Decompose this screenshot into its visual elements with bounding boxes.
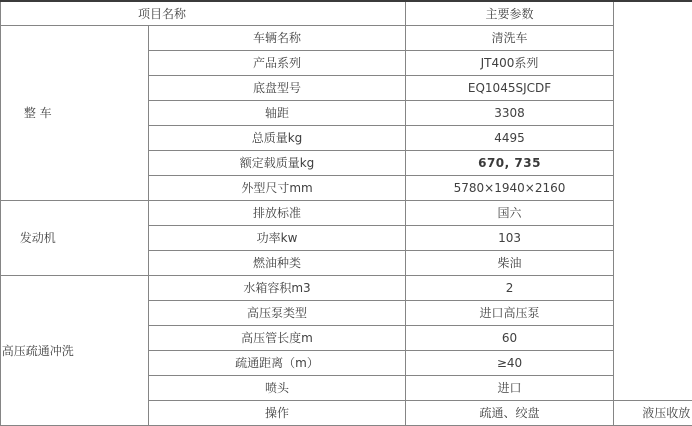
param-name-cell: 功率kw <box>149 225 406 250</box>
group-label-cell-highpressure <box>1 275 149 425</box>
param-value-cell: 2 <box>406 275 614 300</box>
param-name-cell: 高压泵类型 <box>149 300 406 325</box>
group-label: 发动机 <box>19 231 56 245</box>
param-name-cell: 高压管长度m <box>149 325 406 350</box>
param-value-cell: 疏通、绞盘 <box>406 400 614 425</box>
group-label-cell-vehicle <box>1 25 149 200</box>
table-header-row <box>1 1 692 25</box>
param-name-cell: 操作 <box>149 400 406 425</box>
param-value-cell: 进口高压泵 <box>406 300 614 325</box>
param-name-cell: 外型尺寸mm <box>149 175 406 200</box>
param-value-cell: 4495 <box>406 125 614 150</box>
param-name-cell: 水箱容积m3 <box>149 275 406 300</box>
param-name-cell: 排放标准 <box>149 200 406 225</box>
param-name-cell: 产品系列 <box>149 50 406 75</box>
group-label: 整 车 <box>23 106 52 120</box>
group-label: 高压疏通冲洗 <box>1 343 74 358</box>
table-row <box>1 275 692 300</box>
param-value-cell: 3308 <box>406 100 614 125</box>
table-row <box>1 25 692 50</box>
header-project-name: 项目名称 <box>1 1 406 25</box>
param-value-cell: 国六 <box>406 200 614 225</box>
header-main-params: 主要参数 <box>406 1 614 25</box>
param-name-cell: 底盘型号 <box>149 75 406 100</box>
param-value-cell: EQ1045SJCDF <box>406 75 614 100</box>
param-value-cell: 103 <box>406 225 614 250</box>
right-note-cell: 液压收放 <box>614 400 692 425</box>
param-value-cell: ≥40 <box>406 350 614 375</box>
empty-right-column-cell <box>614 1 692 400</box>
param-name-cell: 轴距 <box>149 100 406 125</box>
param-name-cell: 总质量kg <box>149 125 406 150</box>
param-value-cell: 进口 <box>406 375 614 400</box>
param-name-cell: 车辆名称 <box>149 25 406 50</box>
param-name-cell: 疏通距离（m） <box>149 350 406 375</box>
param-name-cell: 燃油种类 <box>149 250 406 275</box>
param-name-cell: 喷头 <box>149 375 406 400</box>
param-value-cell: 60 <box>406 325 614 350</box>
param-value-cell: 清洗车 <box>406 25 614 50</box>
param-name-cell: 额定载质量kg <box>149 150 406 175</box>
group-label-cell-engine <box>1 200 149 275</box>
param-value-cell: 5780×1940×2160 <box>406 175 614 200</box>
param-value-cell: 柴油 <box>406 250 614 275</box>
param-value-cell: 670, 735 <box>406 150 614 175</box>
table-row <box>1 200 692 225</box>
param-value-cell: JT400系列 <box>406 50 614 75</box>
